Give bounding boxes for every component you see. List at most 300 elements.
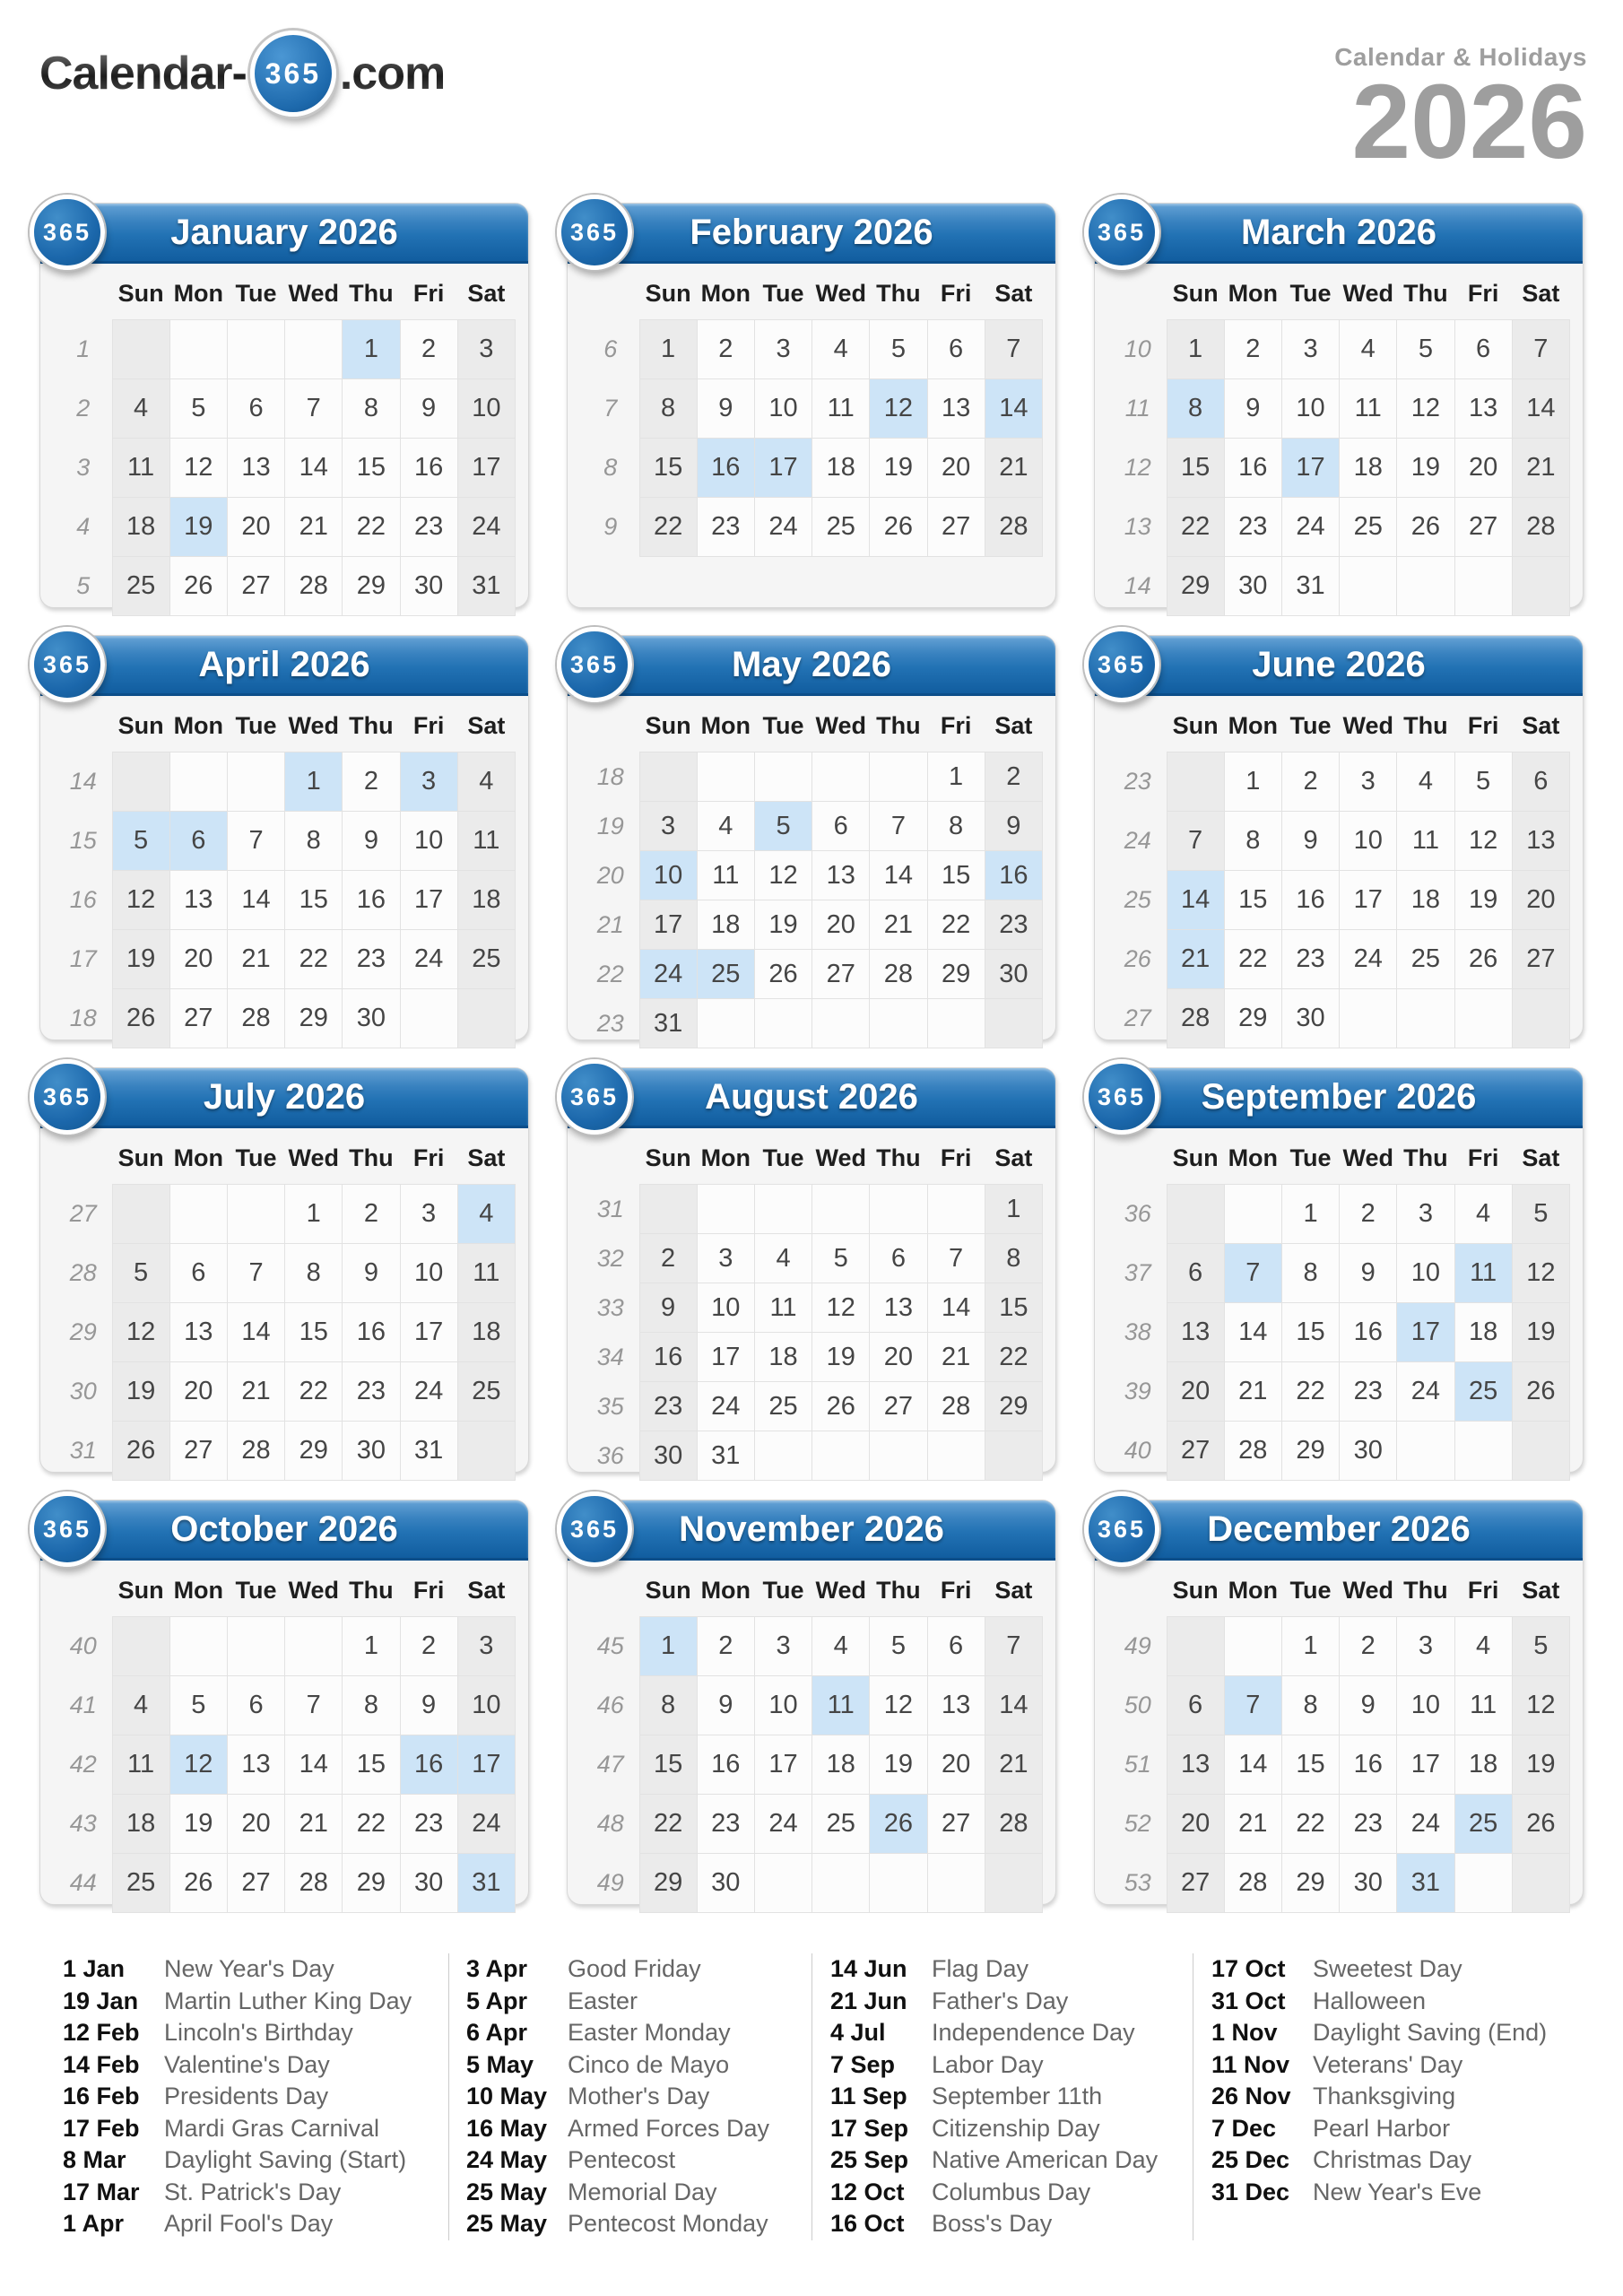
day-cell[interactable]: 24 [1340, 930, 1397, 989]
day-cell[interactable]: 21 [870, 900, 927, 950]
day-cell[interactable]: 12 [754, 851, 812, 900]
day-cell[interactable]: 20 [927, 439, 985, 498]
day-cell[interactable]: 6 [870, 1234, 927, 1283]
day-cell[interactable]: 5 [169, 1676, 227, 1735]
day-cell[interactable]: 10 [639, 851, 697, 900]
day-cell[interactable]: 14 [985, 1676, 1042, 1735]
day-cell[interactable]: 13 [1167, 1735, 1224, 1795]
day-cell[interactable]: 9 [343, 1244, 400, 1303]
day-cell[interactable]: 29 [285, 989, 343, 1048]
day-cell[interactable]: 16 [343, 1303, 400, 1362]
day-cell[interactable]: 19 [1454, 871, 1512, 930]
day-cell[interactable]: 17 [1281, 439, 1339, 498]
day-cell[interactable]: 22 [927, 900, 985, 950]
day-cell[interactable]: 2 [1340, 1185, 1397, 1244]
day-cell[interactable]: 9 [639, 1283, 697, 1333]
day-cell[interactable]: 12 [169, 1735, 227, 1795]
day-cell[interactable]: 29 [927, 950, 985, 999]
day-cell[interactable]: 26 [870, 498, 927, 557]
month-title[interactable]: May 2026 [732, 644, 891, 684]
day-cell[interactable]: 26 [169, 1854, 227, 1913]
day-cell[interactable]: 28 [1224, 1854, 1281, 1913]
month-title[interactable]: February 2026 [690, 212, 933, 252]
day-cell[interactable]: 27 [927, 1795, 985, 1854]
day-cell[interactable]: 26 [870, 1795, 927, 1854]
day-cell[interactable]: 18 [112, 1795, 169, 1854]
day-cell[interactable]: 22 [343, 498, 400, 557]
day-cell[interactable]: 25 [457, 930, 515, 989]
day-cell[interactable]: 18 [812, 439, 870, 498]
day-cell[interactable]: 10 [457, 1676, 515, 1735]
day-cell[interactable]: 31 [1397, 1854, 1454, 1913]
day-cell[interactable]: 16 [985, 851, 1042, 900]
day-cell[interactable]: 18 [457, 1303, 515, 1362]
day-cell[interactable]: 19 [112, 930, 169, 989]
day-cell[interactable]: 2 [697, 1617, 754, 1676]
day-cell[interactable]: 31 [457, 557, 515, 616]
day-cell[interactable]: 24 [1397, 1795, 1454, 1854]
day-cell[interactable]: 5 [1512, 1185, 1569, 1244]
day-cell[interactable]: 20 [169, 1362, 227, 1422]
day-cell[interactable]: 29 [639, 1854, 697, 1913]
day-cell[interactable]: 30 [1224, 557, 1281, 616]
day-cell[interactable]: 28 [870, 950, 927, 999]
day-cell[interactable]: 26 [1454, 930, 1512, 989]
day-cell[interactable]: 7 [1224, 1244, 1281, 1303]
day-cell[interactable]: 2 [400, 320, 457, 379]
day-cell[interactable]: 5 [112, 1244, 169, 1303]
day-cell[interactable]: 1 [985, 1185, 1042, 1234]
day-cell[interactable]: 14 [1224, 1303, 1281, 1362]
day-cell[interactable]: 1 [639, 1617, 697, 1676]
day-cell[interactable]: 4 [812, 1617, 870, 1676]
site-logo[interactable] [39, 30, 445, 117]
day-cell[interactable]: 17 [697, 1333, 754, 1382]
day-cell[interactable]: 4 [1454, 1617, 1512, 1676]
day-cell[interactable]: 7 [1224, 1676, 1281, 1735]
day-cell[interactable]: 14 [285, 1735, 343, 1795]
day-cell[interactable]: 10 [400, 1244, 457, 1303]
day-cell[interactable]: 11 [457, 1244, 515, 1303]
day-cell[interactable]: 17 [457, 439, 515, 498]
day-cell[interactable]: 3 [400, 1185, 457, 1244]
day-cell[interactable]: 19 [1512, 1735, 1569, 1795]
day-cell[interactable]: 7 [1167, 812, 1224, 871]
day-cell[interactable]: 26 [112, 989, 169, 1048]
day-cell[interactable]: 25 [1397, 930, 1454, 989]
day-cell[interactable]: 19 [812, 1333, 870, 1382]
day-cell[interactable]: 17 [400, 871, 457, 930]
day-cell[interactable]: 26 [1512, 1362, 1569, 1422]
day-cell[interactable]: 9 [697, 379, 754, 439]
day-cell[interactable]: 23 [343, 930, 400, 989]
day-cell[interactable]: 25 [1340, 498, 1397, 557]
day-cell[interactable]: 16 [697, 439, 754, 498]
day-cell[interactable]: 3 [697, 1234, 754, 1283]
day-cell[interactable]: 1 [343, 320, 400, 379]
day-cell[interactable]: 16 [400, 1735, 457, 1795]
day-cell[interactable]: 11 [457, 812, 515, 871]
day-cell[interactable]: 11 [112, 1735, 169, 1795]
day-cell[interactable]: 17 [1397, 1303, 1454, 1362]
day-cell[interactable]: 13 [227, 439, 284, 498]
day-cell[interactable]: 8 [1281, 1676, 1339, 1735]
day-cell[interactable]: 6 [169, 812, 227, 871]
day-cell[interactable]: 6 [1454, 320, 1512, 379]
day-cell[interactable]: 13 [812, 851, 870, 900]
day-cell[interactable]: 23 [985, 900, 1042, 950]
day-cell[interactable]: 27 [169, 989, 227, 1048]
day-cell[interactable]: 1 [1281, 1185, 1339, 1244]
day-cell[interactable]: 18 [754, 1333, 812, 1382]
day-cell[interactable]: 9 [697, 1676, 754, 1735]
day-cell[interactable]: 17 [400, 1303, 457, 1362]
day-cell[interactable]: 24 [1397, 1362, 1454, 1422]
day-cell[interactable]: 24 [754, 498, 812, 557]
day-cell[interactable]: 10 [400, 812, 457, 871]
day-cell[interactable]: 12 [870, 379, 927, 439]
day-cell[interactable]: 15 [639, 439, 697, 498]
day-cell[interactable]: 6 [169, 1244, 227, 1303]
day-cell[interactable]: 27 [169, 1422, 227, 1481]
day-cell[interactable]: 13 [227, 1735, 284, 1795]
day-cell[interactable]: 12 [1512, 1244, 1569, 1303]
day-cell[interactable]: 5 [169, 379, 227, 439]
day-cell[interactable]: 8 [343, 1676, 400, 1735]
day-cell[interactable]: 24 [639, 950, 697, 999]
day-cell[interactable]: 5 [1512, 1617, 1569, 1676]
day-cell[interactable]: 13 [169, 1303, 227, 1362]
day-cell[interactable]: 11 [812, 379, 870, 439]
day-cell[interactable]: 11 [1340, 379, 1397, 439]
day-cell[interactable]: 7 [227, 812, 284, 871]
day-cell[interactable]: 17 [1340, 871, 1397, 930]
day-cell[interactable]: 3 [457, 1617, 515, 1676]
day-cell[interactable]: 17 [754, 439, 812, 498]
day-cell[interactable]: 25 [812, 1795, 870, 1854]
day-cell[interactable]: 4 [112, 1676, 169, 1735]
day-cell[interactable]: 21 [227, 930, 284, 989]
day-cell[interactable]: 11 [1454, 1244, 1512, 1303]
day-cell[interactable]: 15 [639, 1735, 697, 1795]
day-cell[interactable]: 10 [1397, 1244, 1454, 1303]
day-cell[interactable]: 31 [1281, 557, 1339, 616]
day-cell[interactable]: 2 [1224, 320, 1281, 379]
day-cell[interactable]: 1 [1281, 1617, 1339, 1676]
day-cell[interactable]: 4 [457, 752, 515, 812]
day-cell[interactable]: 10 [1340, 812, 1397, 871]
day-cell[interactable]: 4 [1454, 1185, 1512, 1244]
day-cell[interactable]: 14 [1167, 871, 1224, 930]
month-title[interactable]: March 2026 [1241, 212, 1436, 252]
day-cell[interactable]: 23 [1224, 498, 1281, 557]
day-cell[interactable]: 24 [457, 498, 515, 557]
day-cell[interactable]: 28 [227, 989, 284, 1048]
day-cell[interactable]: 18 [457, 871, 515, 930]
day-cell[interactable]: 8 [639, 1676, 697, 1735]
day-cell[interactable]: 1 [1167, 320, 1224, 379]
day-cell[interactable]: 25 [754, 1382, 812, 1431]
day-cell[interactable]: 22 [985, 1333, 1042, 1382]
day-cell[interactable]: 28 [1167, 989, 1224, 1048]
day-cell[interactable]: 9 [400, 379, 457, 439]
day-cell[interactable]: 9 [1224, 379, 1281, 439]
day-cell[interactable]: 20 [812, 900, 870, 950]
day-cell[interactable]: 24 [697, 1382, 754, 1431]
day-cell[interactable]: 1 [285, 752, 343, 812]
day-cell[interactable]: 6 [812, 802, 870, 851]
day-cell[interactable]: 15 [285, 1303, 343, 1362]
day-cell[interactable]: 11 [1397, 812, 1454, 871]
day-cell[interactable]: 23 [639, 1382, 697, 1431]
day-cell[interactable]: 29 [343, 1854, 400, 1913]
month-title[interactable]: January 2026 [170, 212, 398, 252]
day-cell[interactable]: 18 [697, 900, 754, 950]
day-cell[interactable]: 16 [1340, 1303, 1397, 1362]
day-cell[interactable]: 30 [343, 989, 400, 1048]
day-cell[interactable]: 21 [285, 498, 343, 557]
day-cell[interactable]: 19 [1512, 1303, 1569, 1362]
day-cell[interactable]: 27 [1167, 1422, 1224, 1481]
day-cell[interactable]: 3 [1397, 1185, 1454, 1244]
day-cell[interactable]: 10 [1281, 379, 1339, 439]
day-cell[interactable]: 30 [697, 1854, 754, 1913]
day-cell[interactable]: 9 [400, 1676, 457, 1735]
month-title[interactable]: December 2026 [1207, 1509, 1471, 1549]
day-cell[interactable]: 15 [1224, 871, 1281, 930]
day-cell[interactable]: 2 [985, 752, 1042, 802]
day-cell[interactable]: 6 [227, 379, 284, 439]
day-cell[interactable]: 2 [400, 1617, 457, 1676]
day-cell[interactable]: 4 [1397, 752, 1454, 812]
day-cell[interactable]: 13 [1454, 379, 1512, 439]
day-cell[interactable]: 15 [1281, 1735, 1339, 1795]
day-cell[interactable]: 13 [1512, 812, 1569, 871]
day-cell[interactable]: 2 [1340, 1617, 1397, 1676]
day-cell[interactable]: 27 [1167, 1854, 1224, 1913]
day-cell[interactable]: 8 [1167, 379, 1224, 439]
day-cell[interactable]: 22 [639, 498, 697, 557]
day-cell[interactable]: 18 [112, 498, 169, 557]
day-cell[interactable]: 21 [227, 1362, 284, 1422]
day-cell[interactable]: 14 [985, 379, 1042, 439]
day-cell[interactable]: 28 [985, 1795, 1042, 1854]
day-cell[interactable]: 14 [1512, 379, 1569, 439]
day-cell[interactable]: 9 [343, 812, 400, 871]
month-title[interactable]: November 2026 [679, 1509, 944, 1549]
day-cell[interactable]: 20 [1512, 871, 1569, 930]
day-cell[interactable]: 30 [400, 1854, 457, 1913]
day-cell[interactable]: 10 [697, 1283, 754, 1333]
day-cell[interactable]: 30 [985, 950, 1042, 999]
day-cell[interactable]: 8 [285, 812, 343, 871]
day-cell[interactable]: 21 [1167, 930, 1224, 989]
day-cell[interactable]: 3 [1281, 320, 1339, 379]
day-cell[interactable]: 23 [1340, 1362, 1397, 1422]
day-cell[interactable]: 6 [1167, 1244, 1224, 1303]
day-cell[interactable]: 4 [697, 802, 754, 851]
day-cell[interactable]: 28 [227, 1422, 284, 1481]
day-cell[interactable]: 15 [1167, 439, 1224, 498]
day-cell[interactable]: 12 [1397, 379, 1454, 439]
day-cell[interactable]: 20 [927, 1735, 985, 1795]
day-cell[interactable]: 9 [1340, 1244, 1397, 1303]
day-cell[interactable]: 8 [985, 1234, 1042, 1283]
day-cell[interactable]: 24 [400, 930, 457, 989]
day-cell[interactable]: 21 [985, 1735, 1042, 1795]
day-cell[interactable]: 29 [1224, 989, 1281, 1048]
day-cell[interactable]: 27 [227, 557, 284, 616]
day-cell[interactable]: 15 [343, 439, 400, 498]
day-cell[interactable]: 25 [697, 950, 754, 999]
day-cell[interactable]: 3 [754, 320, 812, 379]
day-cell[interactable]: 15 [285, 871, 343, 930]
day-cell[interactable]: 22 [285, 1362, 343, 1422]
day-cell[interactable]: 16 [697, 1735, 754, 1795]
day-cell[interactable]: 3 [1397, 1617, 1454, 1676]
day-cell[interactable]: 22 [1224, 930, 1281, 989]
day-cell[interactable]: 28 [285, 1854, 343, 1913]
day-cell[interactable]: 27 [1454, 498, 1512, 557]
day-cell[interactable]: 3 [1340, 752, 1397, 812]
day-cell[interactable]: 20 [870, 1333, 927, 1382]
day-cell[interactable]: 27 [812, 950, 870, 999]
day-cell[interactable]: 24 [754, 1795, 812, 1854]
day-cell[interactable]: 20 [169, 930, 227, 989]
day-cell[interactable]: 19 [870, 1735, 927, 1795]
day-cell[interactable]: 4 [457, 1185, 515, 1244]
day-cell[interactable]: 2 [343, 1185, 400, 1244]
day-cell[interactable]: 22 [1281, 1362, 1339, 1422]
day-cell[interactable]: 17 [639, 900, 697, 950]
day-cell[interactable]: 10 [457, 379, 515, 439]
day-cell[interactable]: 28 [285, 557, 343, 616]
day-cell[interactable]: 27 [227, 1854, 284, 1913]
day-cell[interactable]: 14 [227, 871, 284, 930]
day-cell[interactable]: 14 [1224, 1735, 1281, 1795]
day-cell[interactable]: 13 [1167, 1303, 1224, 1362]
day-cell[interactable]: 22 [1281, 1795, 1339, 1854]
day-cell[interactable]: 3 [639, 802, 697, 851]
day-cell[interactable]: 7 [870, 802, 927, 851]
day-cell[interactable]: 27 [870, 1382, 927, 1431]
day-cell[interactable]: 26 [1397, 498, 1454, 557]
day-cell[interactable]: 7 [1512, 320, 1569, 379]
day-cell[interactable]: 12 [870, 1676, 927, 1735]
day-cell[interactable]: 21 [1224, 1795, 1281, 1854]
day-cell[interactable]: 19 [1397, 439, 1454, 498]
day-cell[interactable]: 17 [754, 1735, 812, 1795]
day-cell[interactable]: 23 [1281, 930, 1339, 989]
day-cell[interactable]: 19 [870, 439, 927, 498]
day-cell[interactable]: 26 [169, 557, 227, 616]
day-cell[interactable]: 23 [343, 1362, 400, 1422]
day-cell[interactable]: 28 [927, 1382, 985, 1431]
day-cell[interactable]: 21 [1224, 1362, 1281, 1422]
day-cell[interactable]: 16 [1224, 439, 1281, 498]
day-cell[interactable]: 22 [1167, 498, 1224, 557]
day-cell[interactable]: 9 [1340, 1676, 1397, 1735]
day-cell[interactable]: 2 [343, 752, 400, 812]
day-cell[interactable]: 20 [1167, 1795, 1224, 1854]
day-cell[interactable]: 29 [1281, 1422, 1339, 1481]
day-cell[interactable]: 20 [227, 1795, 284, 1854]
day-cell[interactable]: 25 [812, 498, 870, 557]
day-cell[interactable]: 3 [457, 320, 515, 379]
day-cell[interactable]: 31 [639, 999, 697, 1048]
day-cell[interactable]: 22 [639, 1795, 697, 1854]
day-cell[interactable]: 25 [112, 557, 169, 616]
day-cell[interactable]: 20 [1454, 439, 1512, 498]
day-cell[interactable]: 10 [754, 379, 812, 439]
day-cell[interactable]: 26 [112, 1422, 169, 1481]
day-cell[interactable]: 22 [285, 930, 343, 989]
day-cell[interactable]: 22 [343, 1795, 400, 1854]
day-cell[interactable]: 24 [457, 1795, 515, 1854]
day-cell[interactable]: 21 [285, 1795, 343, 1854]
day-cell[interactable]: 14 [870, 851, 927, 900]
day-cell[interactable]: 21 [985, 439, 1042, 498]
day-cell[interactable]: 25 [112, 1854, 169, 1913]
day-cell[interactable]: 8 [285, 1244, 343, 1303]
day-cell[interactable]: 10 [1397, 1676, 1454, 1735]
day-cell[interactable]: 18 [1454, 1735, 1512, 1795]
month-title[interactable]: July 2026 [203, 1076, 366, 1117]
day-cell[interactable]: 12 [1454, 812, 1512, 871]
day-cell[interactable]: 26 [1512, 1795, 1569, 1854]
day-cell[interactable]: 28 [985, 498, 1042, 557]
day-cell[interactable]: 25 [1454, 1795, 1512, 1854]
day-cell[interactable]: 13 [870, 1283, 927, 1333]
day-cell[interactable]: 2 [697, 320, 754, 379]
day-cell[interactable]: 4 [112, 379, 169, 439]
day-cell[interactable]: 13 [927, 1676, 985, 1735]
day-cell[interactable]: 29 [1281, 1854, 1339, 1913]
day-cell[interactable]: 28 [1224, 1422, 1281, 1481]
day-cell[interactable]: 7 [285, 1676, 343, 1735]
day-cell[interactable]: 31 [400, 1422, 457, 1481]
day-cell[interactable]: 5 [112, 812, 169, 871]
day-cell[interactable]: 29 [285, 1422, 343, 1481]
day-cell[interactable]: 1 [927, 752, 985, 802]
day-cell[interactable]: 16 [639, 1333, 697, 1382]
day-cell[interactable]: 29 [343, 557, 400, 616]
day-cell[interactable]: 23 [1340, 1795, 1397, 1854]
day-cell[interactable]: 26 [812, 1382, 870, 1431]
day-cell[interactable]: 23 [697, 1795, 754, 1854]
day-cell[interactable]: 9 [985, 802, 1042, 851]
day-cell[interactable]: 18 [1397, 871, 1454, 930]
day-cell[interactable]: 30 [343, 1422, 400, 1481]
day-cell[interactable]: 30 [1340, 1422, 1397, 1481]
day-cell[interactable]: 7 [227, 1244, 284, 1303]
day-cell[interactable]: 12 [169, 439, 227, 498]
day-cell[interactable]: 24 [400, 1362, 457, 1422]
day-cell[interactable]: 30 [400, 557, 457, 616]
day-cell[interactable]: 31 [457, 1854, 515, 1913]
month-title[interactable]: September 2026 [1201, 1076, 1477, 1117]
day-cell[interactable]: 8 [1224, 812, 1281, 871]
day-cell[interactable]: 27 [927, 498, 985, 557]
day-cell[interactable]: 12 [112, 871, 169, 930]
day-cell[interactable]: 29 [985, 1382, 1042, 1431]
month-title[interactable]: October 2026 [170, 1509, 398, 1549]
day-cell[interactable]: 21 [1512, 439, 1569, 498]
day-cell[interactable]: 31 [697, 1431, 754, 1481]
day-cell[interactable]: 6 [227, 1676, 284, 1735]
day-cell[interactable]: 8 [639, 379, 697, 439]
day-cell[interactable]: 6 [927, 1617, 985, 1676]
